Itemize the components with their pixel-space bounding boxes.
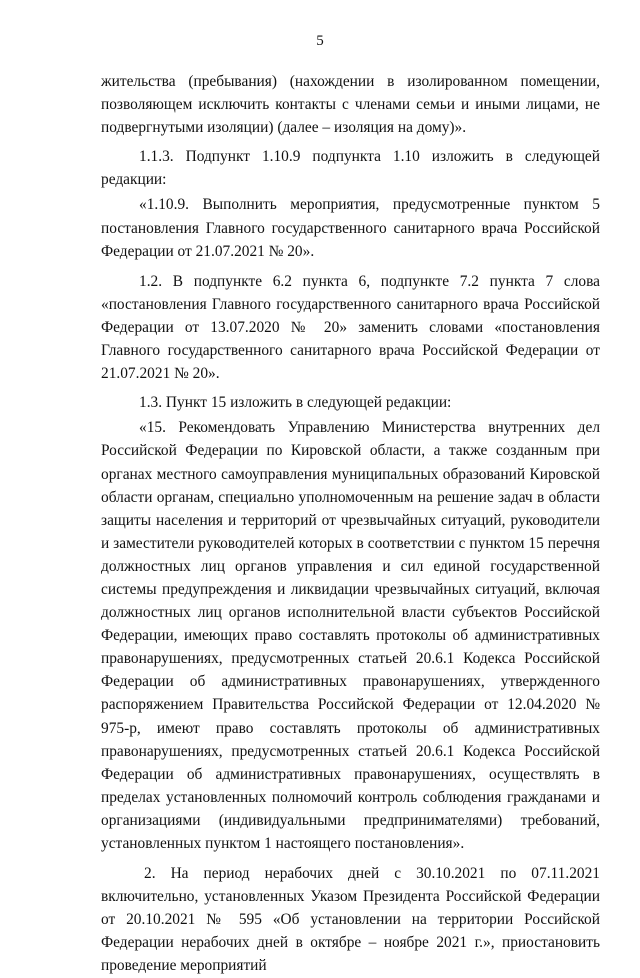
paragraph-item-1-3: 1.3. Пункт 15 изложить в следующей редакции: [139,394,452,412]
paragraph-quote-1-10-9: «1.10.9. Выполнить мероприятия, предусмотренные пунктом 5 постановления Главного государственного санитарного врача Российской Федерации от 21.07.2021 № 20». [101,196,600,260]
paragraph-item-1-2: 1.2. В подпункте 6.2 пункта 6, подпункте 7.2 пункта 7 слова «постановления Главного государственного санитарного врача Российской Федерации от 13.07.2020 № 20» заменить словами «постановления Главного государственного санитарного врача Российской Федерации от 21.07.2021 № 20». [101,272,600,383]
paragraph-isolation-continuation: жительства (пребывания) (нахождении в изолированном помещении, позволяющем исключить контакты с членами семьи и иными лицами, не подвергнутыми изоляции) (далее – изоляция на дому)». [101,73,600,137]
paragraph-quote-item-15: «15. Рекомендовать Управлению Министерства внутренних дел Российской Федерации по Кировской области, а также созданным при органах местного самоуправления муниципальных образований Кировской области органам, специально уполномоченным на решение задач в области защиты населения и территорий от чрезвычайных ситуаций, руководители и заместители руководителей которых в соответствии с пунктом 15 перечня должностных лиц органов управления и сил единой государственной системы предупреждения и ликвидации чрезвычайных ситуаций, включая должностных лиц органов исполнительной власти субъектов Российской Федерации, имеющих право составлять протоколы об административных правонарушениях, предусмотренных статьей 20.6.1 Кодекса Российской Федерации об административных правонарушениях, утвержденного распоряжением Правительства Российской Федерации от 12.04.2020 № 975-р, имеют право составлять протоколы об административных правонарушениях, предусмотренных статьей 20.6.1 Кодекса Российской Федерации об административных правонарушениях, осуществлять в пределах установленных полномочий контроль соблюдения гражданами и организациями (индивидуальными предпринимателями) требований, установленных пунктом 1 настоящего постановления». [101,419,600,852]
paragraph-item-2: 2. На период нерабочих дней с 30.10.2021 по 07.11.2021 включительно, установленных Указом Президента Российской Федерации от 20.10.2021 № 595 «Об установлении на территории Российской Федерации нерабочих дней в октябре – ноябре 2021 г.», приостановить проведение мероприятий [101,865,600,975]
page-number: 5 [316,33,324,49]
document-body [101,70,600,978]
paragraph-subitem-1-1-3: 1.1.3. Подпункт 1.10.9 подпункта 1.10 изложить в следующей редакции: [101,148,600,189]
